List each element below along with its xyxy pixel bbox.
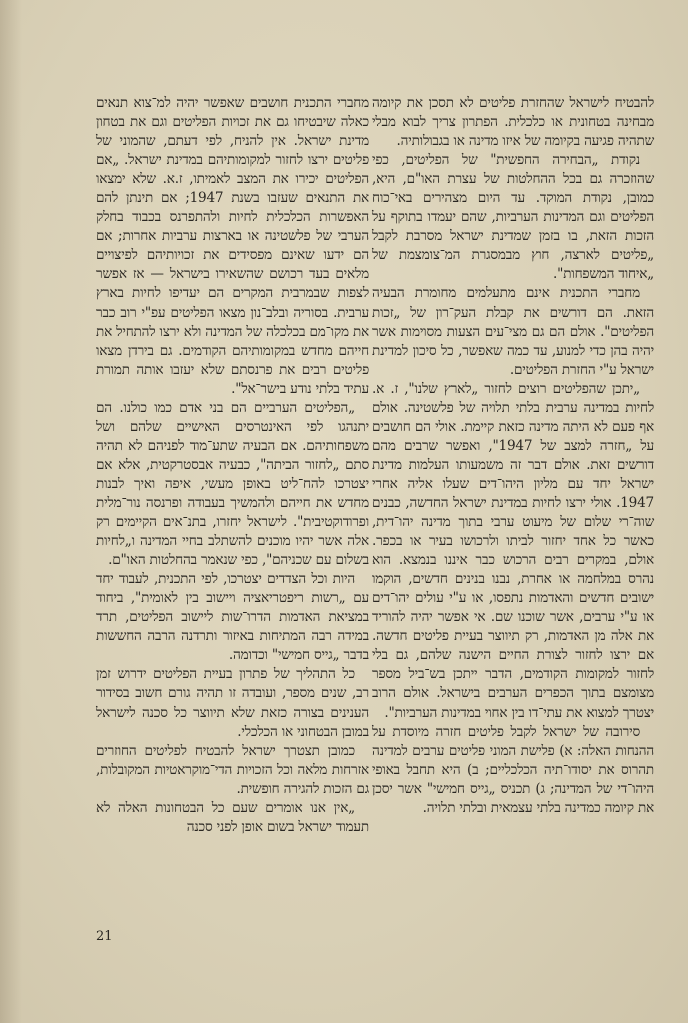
paragraph: כמובן תצטרך ישראל להבטיח לפליטים החוזרים אזרחות מלאה וכל הזכויות הדי־מוקראטיות המקובלות, גם הזכות להגירה חופשית. <box>96 742 369 797</box>
paragraph: „יתכן שהפליטים רוצים לחזור „לארץ שלנו", ז. א. לחיות במדינה ערבית בלתי תלויה של פלשטינה. אולם אף פעם לא היתה מדינה כזאת קיימת. אולי הם חושבים על „חזרה למצב של 1947", ואפשר שרבים מהם דורשים זאת. אולם דבר זה משמעותו העלמות מדינת ישראל יחד עם מליון היהו־דים שעלו אליה אחרי 1947. אולי ירצו לחיות במדינת ישראל החדשה, כבנים שוה־רי שלום של מיעוט ערבי בתוך מדינה יהו־דית, כאשר כל אחד יחזור לביתו ולרכושו בעיר או בכפר. אולם, במקרים רבים הרכוש כבר איננו בנמצא. הוא נהרס במלחמה או אחרת, נבנו בנינים חדשים, הוקמו ישובים חדשים והאדמות נתפסו, או ע"י עולים יהו־דים או ע"י ערבים, אשר שוכנו שם. אי אפשר יהיה להוריד את אלה מן האדמות, רק תיווצר בעיית פליטים חדשה. אם ירצו לחזור לצורת החיים הישנה שלהם, גם בלי לחזור למקומות הקודמים, הדבר ייתכן בש־ביל מספר מצומצם בתוך הכפרים הערבים בישראל. אולם הרוב יצטרך למצוא את עתי־דו בין אחוי במדינות הערביות". <box>372 380 654 721</box>
right-text-column <box>372 94 654 818</box>
page-number: 21 <box>96 929 113 944</box>
left-text-column <box>96 94 369 837</box>
paragraph: מחברי התכנית חושבים שאפשר יהיה למ־צוא תנאים כאלה שיבטיחו גם את זכויות הפליטים וגם את בטחון מדינת ישראל. אין להניח, לפי דעתם, שהמוני של פליטים ירצו לחזור למקומותיהם במדינת ישראל. „אם הפליטים יכירו את המצב לאמיתו, ז.א. שלא ימצאו את התנאים שעזבו בשנת 1947; אם תינתן להם האפשרות הכלכלית לחיות ולהתפרנס בכבוד בחלק הערבי של פלשטינה או בארצות ערביות אחרות; אם הם ידעו שאינם מפסידים את זכויותיהם לפיצויים מלאים בעד רכושם שהשאירו בישראל — אז אפשר לצפות שבמרבית המקרים הם יעדיפו לחיות בארץ ערבית. בסוריה ובלב־נון מצאו הפליטים עפ"י רוב כבר את מקו־מם בכלכלה של המדינה ולא ירצו להתחיל את חייהם מחדש במקומותיהם הקודמים. גם בירדן מצאו פליטים רבים את פרנסתם שלא יעזבו אותה תמורת עתיד בלתי נודע בישר־אל". <box>96 95 369 397</box>
paragraph: סירובה של ישראל לקבל פליטים חזרה מיוסדת על ההנחות האלה: א) פלישת המוני פליטים ערבים למדינה תהרוס את יסודו־תיה הכלכליים; ב) היא תחבל באופי היהו־די של המדינה; ג) תכניס „גייס חמישי" אשר יסכן את קיומה כמדינה בלתי עצמאית ובלתי תלויה. <box>372 723 654 816</box>
paragraph: נקודת „הבחירה החפשית" של הפליטים, כפי שהוזכרה גם בכל ההחלטות של עצרת האו"ם, היא, כמובן, נקודת המוקד. עד היום מצהירים באי־כוח הפליטים וגם המדינות הערביות, שהם יעמדו בתוקף על הזכות הזאת, בו בזמן שמדינת ישראל מסרבת לקבל „פליטים לארצה, חוץ מבמסגרת המ־צומצמת של „איחוד המשפחות". <box>372 152 654 283</box>
paragraph: „הפליטים הערביים הם בני אדם כמו כולנו. הם יתנהגו לפי האינטרסים האישיים שלהם ושל משפחותיהם. אם הבעיה שתע־מוד לפניהם לא תהיה סתם „לחזור הביתה", כבעיה אבסטרקטית, אלא אם יצטרכו להח־ליט באופן מעשי, איפה ואיך לבנות מחדש את חייהם ולהמשיך בעבודה ופרנסה נור־מלית ופרודוקטיבית". לישראל יחזרו, בתנ־אים הקיימים רק אלה אשר יהיו מוכנים להשתלב בחיי המדינה ו„לחיות בשלום עם שכניהם", כפי שנאמר בהחלטות האו"ם. <box>96 399 369 569</box>
paragraph: „אין אנו אומרים שעם כל הבטחונות האלה לא תעמוד ישראל בשום אופן לפני סכנה <box>96 799 369 835</box>
page-fold-shadow <box>0 0 22 1023</box>
paragraph: מחברי התכנית אינם מתעלמים מחומרת הבעיה הזאת. הם דורשים את קבלת העק־רון של „זכות הפליטים". אולם הם גם מצי־עים הצעות מסוימות אשר יהיה בהן כדי למנוע, עד כמה שאפשר, כל סיכון למדינת ישראל ע"י החזרת הפליטים. <box>372 285 654 378</box>
paragraph: להבטיח לישראל שהחזרת פליטים לא תסכן את קיומה מבחינה בטחונית או כלכלית. הפתרון צריך לבוא מבלי שתהיה פגיעה בקיומה של איזו מדינה או בגבולותיה. <box>372 95 654 150</box>
paragraph: כל התהליך של פתרון בעיית הפליטים ידרוש זמן רב, שנים מספר, ועובדה זו תהיה גורם חשוב בסידור הענינים בצורה כזאת שלא תיווצר כל סכנה לישראל במובן הבטחוני או הכלכלי. <box>96 666 369 740</box>
paragraph: היות וכל הצדדים יצטרכו, לפי התכנית, לעבוד יחד עם „רשות ריפטריאציה ויישוב בין לאומית", ביחוד במציאת האדמות הדרו־שות ליישוב הפליטים, תרד במידה רבה המתיחות באיזור ותרדנה הרבה החששות בדבר „גייס חמישי" וכדומה. <box>96 571 369 664</box>
